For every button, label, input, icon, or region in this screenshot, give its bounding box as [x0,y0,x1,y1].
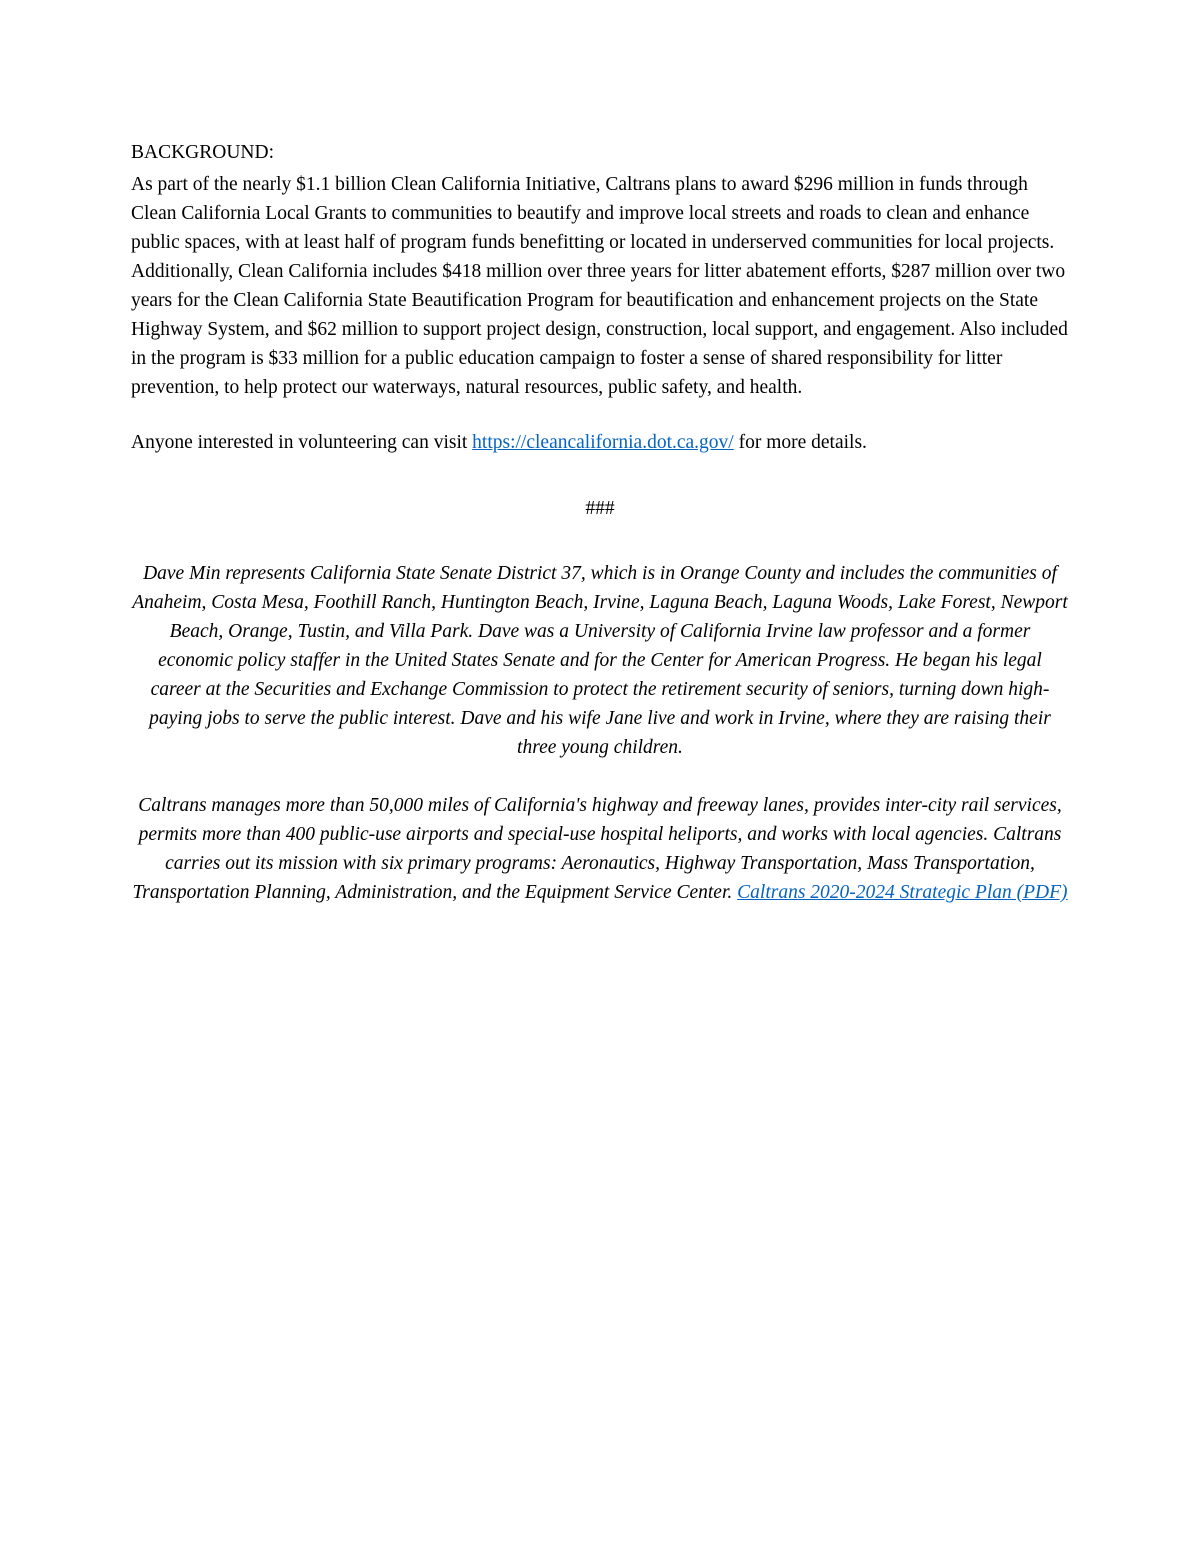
dave-min-bio-paragraph: Dave Min represents California State Senate District 37, which is in Orange County and includes the communities of Anaheim, Costa Mesa, Foothill Ranch, Huntington Beach, Irvine, Laguna Beach, Laguna Woods, Lake Forest, Newport Beach, Orange, Tustin, and Villa Park. Dave was a University of California Irvine law professor and a former economic policy staffer in the United States Senate and for the Center for American Progress. He began his legal career at the Securities and Exchange Commission to protect the retirement security of seniors, turning down high-paying jobs to serve the public interest. Dave and his wife Jane live and work in Irvine, where they are raising their three young children. [132,563,1068,758]
section-separator: ### [585,498,615,519]
caltrans-text: Caltrans manages more than 50,000 miles of California's highway and freeway lanes, provides inter-city rail services, permits more than 400 public-use airports and special-use hospital heliports, and works with local agencies. Caltrans carries out its mission with six primary programs: Aeronautics, Highway Transportation, Mass Transportation, Transportation Planning, Administration, and the Equipment Service Center. [132,795,1062,903]
background-heading: BACKGROUND: [131,142,275,163]
strategic-plan-link[interactable]: Caltrans 2020-2024 Strategic Plan (PDF) [737,882,1068,903]
volunteer-text-suffix: for more details. [733,432,867,453]
volunteer-text-prefix: Anyone interested in volunteering can visit [131,432,473,453]
background-paragraph: As part of the nearly $1.1 billion Clean California Initiative, Caltrans plans to award $296 million in funds through Clean California Local Grants to communities to beautify and improve local streets and roads to clean and enhance public spaces, with at least half of program funds benefitting or located in underserved communities for local projects. Additionally, Clean California includes $418 million over three years for litter abatement efforts, $287 million over two years for the Clean California State Beautification Program for beautification and enhancement projects on the State Highway System, and $62 million to support project design, construction, local support, and engagement. Also included in the program is $33 million for a public education campaign to foster a sense of shared responsibility for litter prevention, to help protect our waterways, natural resources, public safety, and health. [131,174,1068,398]
volunteer-paragraph [131,428,1069,457]
caltrans-description-paragraph [131,791,1069,907]
clean-california-link[interactable]: https://cleancalifornia.dot.ca.gov/ [472,432,734,453]
